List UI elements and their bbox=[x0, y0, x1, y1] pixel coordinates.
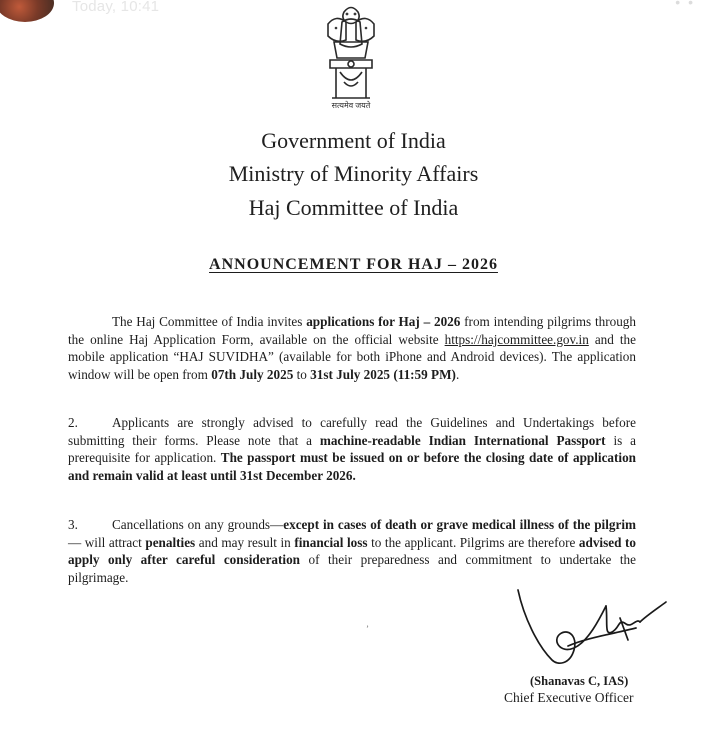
scan-speck: ʼ bbox=[366, 624, 369, 634]
emblem-motto: सत्यमेव जयते bbox=[331, 101, 371, 110]
timestamp: Today, 10:41 bbox=[72, 0, 160, 15]
more-icon[interactable]: • • bbox=[675, 0, 695, 10]
announcement-title: ANNOUNCEMENT FOR HAJ – 2026 bbox=[209, 256, 498, 273]
paragraph-1: The Haj Committee of India invites applications for Haj – 2026 from intending pilgrims through the online Haj Application Form, available on the official website https://hajcommittee.gov.in and the mobile application “HAJ SUVIDHA” (available for both iPhone and Android devices). The application window will be open from 07th July 2025 to 31st July 2025 (11:59 PM). bbox=[68, 314, 636, 382]
signature-icon bbox=[508, 588, 668, 672]
header-committee: Haj Committee of India bbox=[248, 195, 459, 220]
paragraph-number: 2. bbox=[68, 415, 78, 430]
national-emblem-icon bbox=[314, 2, 388, 108]
paragraph-3: 3. Cancellations on any grounds—except in cases of death or grave medical illness of the pilgrim— will attract penalties and may result in financial loss to the applicant. Pilgrims are therefore advised to apply only after careful consideration of their preparedness and commitment to undertake the pilgrimage. bbox=[68, 517, 636, 585]
signatory-designation: Chief Executive Officer bbox=[504, 690, 634, 705]
signatory-name: (Shanavas C, IAS) bbox=[530, 674, 629, 688]
website-link[interactable]: https://hajcommittee.gov.in bbox=[444, 331, 589, 347]
paragraph-2: 2. Applicants are strongly advised to carefully read the Guidelines and Undertakings before submitting their forms. Please note that a machine-readable Indian International Passport is a prerequisite for application. The passport must be issued on or before the closing date of application and remain valid at least until 31st December 2026. bbox=[68, 415, 637, 483]
header-ministry: Ministry of Minority Affairs bbox=[228, 161, 479, 186]
avatar[interactable] bbox=[0, 0, 54, 22]
header-government: Government of India bbox=[261, 128, 446, 153]
paragraph-number: 3. bbox=[68, 517, 78, 532]
